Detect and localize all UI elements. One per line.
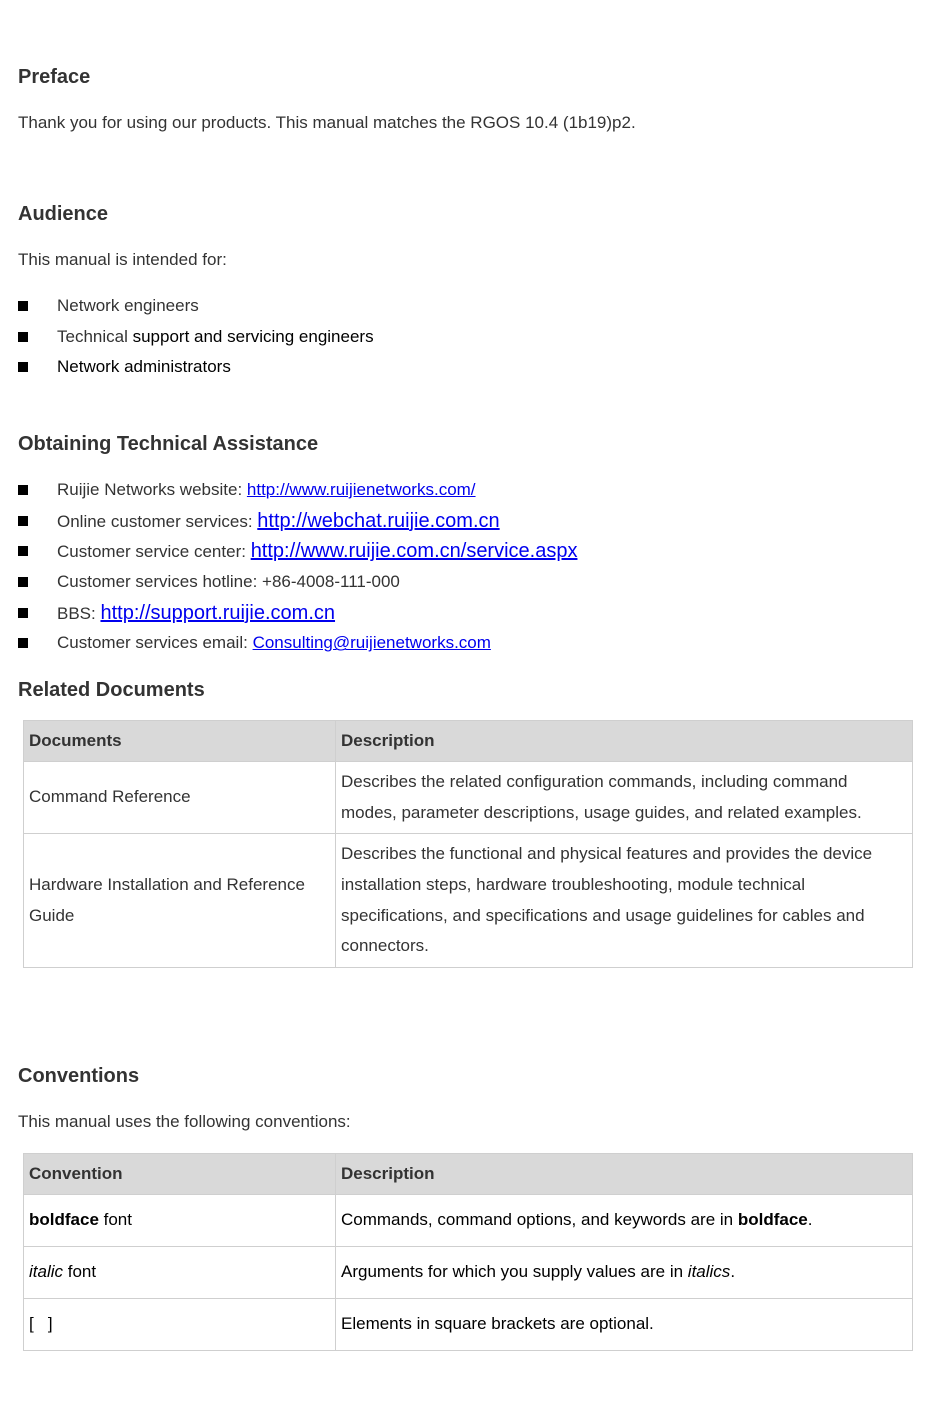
list-item: Customer services email: Consulting@ruijienetworks.com [18,628,577,659]
table-row [24,834,913,968]
related-documents-table [23,720,913,968]
table-cell: italic font [24,1247,336,1299]
list-item: BBS: http://support.ruijie.com.cn [18,598,577,629]
bullet-square-icon [18,362,28,372]
list-item: Ruijie Networks website: http://www.ruijienetworks.com/ [18,475,577,506]
bullet-square-icon [18,301,28,311]
list-item: Customer service center: http://www.ruijie.com.cn/service.aspx [18,536,577,567]
table-cell: Command Reference [24,762,336,834]
table-cell: Describes the functional and physical features and provides the device installation steps, hardware troubleshooting, module technical specifications, and specifications and usage guidelines for cables and connectors. [336,834,913,968]
table-row [24,1247,913,1299]
list-item [18,567,577,598]
bullet-square-icon [18,516,28,526]
audience-list [18,291,374,383]
bbs-link[interactable]: http://support.ruijie.com.cn [100,601,336,624]
bullet-square-icon [18,577,28,587]
column-header: Convention [24,1154,336,1195]
table-header-row [24,1154,913,1195]
preface-text: Thank you for using our products. This manual matches the RGOS 10.4 (1b19)p2. [18,113,636,132]
table-cell: Elements in square brackets are optional. [336,1299,913,1351]
table-cell: Describes the related configuration commands, including command modes, parameter descriptions, usage guides, and related examples. [336,762,913,834]
service-center-link[interactable]: http://www.ruijie.com.cn/service.aspx [250,540,578,563]
assistance-heading: Obtaining Technical Assistance [18,433,319,455]
bullet-square-icon [18,332,28,342]
table-row [24,1299,913,1351]
bullet-square-icon [18,638,28,648]
assistance-list [18,475,577,659]
bullet-square-icon [18,608,28,618]
column-header: Documents [24,721,336,762]
table-cell: boldface font [24,1195,336,1247]
table-header-row [24,721,913,762]
audience-heading: Audience [18,203,109,225]
list-item: Network administrators [18,352,374,383]
hotline-text: Customer services hotline: +86-4008-111-000 [57,572,400,592]
table-row [24,762,913,834]
column-header: Description [336,721,913,762]
table-cell: Hardware Installation and Reference Guide [24,834,336,968]
bullet-square-icon [18,485,28,495]
table-row [24,1195,913,1247]
bullet-square-icon [18,546,28,556]
website-link[interactable]: http://www.ruijienetworks.com/ [246,480,476,499]
conventions-heading: Conventions [18,1065,140,1087]
conventions-intro: This manual uses the following conventions: [18,1112,351,1131]
preface-heading: Preface [18,66,91,88]
table-cell: Commands, command options, and keywords are in boldface. [336,1195,913,1247]
related-documents-heading: Related Documents [18,679,205,701]
audience-intro: This manual is intended for: [18,250,227,269]
conventions-table [23,1153,913,1351]
table-cell: Arguments for which you supply values are in italics. [336,1247,913,1299]
column-header: Description [336,1154,913,1195]
table-cell: [ ] [24,1299,336,1351]
list-item: Online customer services: http://webchat.ruijie.com.cn [18,506,577,537]
list-item: Network engineers [18,291,374,322]
webchat-link[interactable]: http://webchat.ruijie.com.cn [257,509,500,532]
list-item: Technical support and servicing engineers [18,322,374,353]
email-link[interactable]: Consulting@ruijienetworks.com [252,633,491,653]
